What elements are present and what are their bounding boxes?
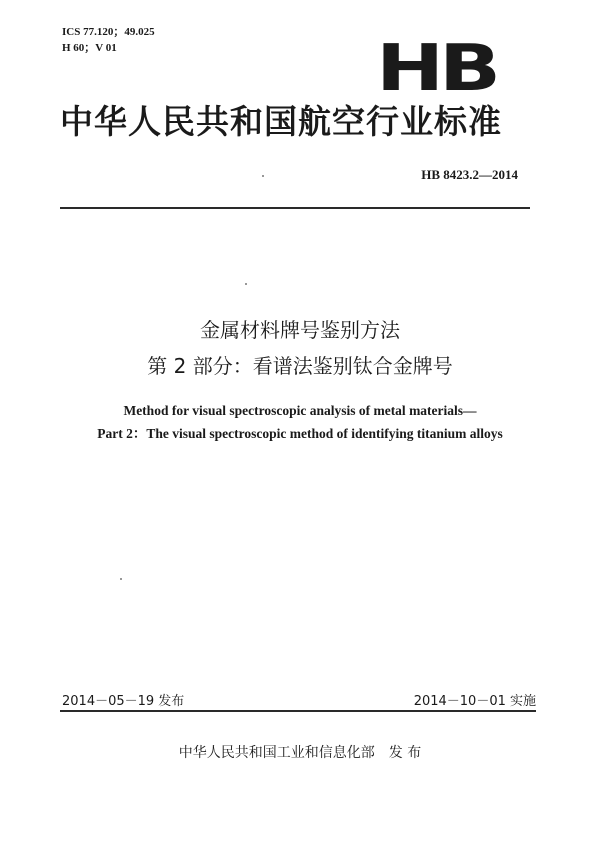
implementation-date: 2014－10－01 实施 [413, 694, 536, 709]
title-chinese-line1: 金属材料牌号鉴别方法 [200, 318, 400, 342]
bottom-divider [60, 710, 536, 712]
scan-speck [262, 175, 264, 177]
standard-number: HB 8423.2—2014 [421, 167, 518, 182]
top-divider [60, 207, 530, 209]
scan-speck [245, 283, 247, 285]
publisher: 中华人民共和国工业和信息化部 发 布 [178, 745, 422, 761]
classification-codes [62, 24, 155, 56]
organization-title: 中华人民共和国航空行业标准 [60, 102, 502, 141]
title-chinese-line2: 第 2 部分：看谱法鉴别钛合金牌号 [147, 354, 453, 378]
title-english-line1: Method for visual spectroscopic analysis of metal materials— [123, 403, 477, 418]
ccs-code: H 60；V 01 [62, 42, 117, 54]
hb-logo-text: HB [376, 40, 497, 94]
hb-logo [375, 40, 497, 94]
ics-code: ICS 77.120；49.025 [62, 26, 155, 38]
title-english-line2: Part 2：The visual spectroscopic method of identifying titanium alloys [97, 426, 503, 441]
issue-date: 2014－05－19 发布 [62, 694, 185, 709]
scan-speck [120, 578, 122, 580]
